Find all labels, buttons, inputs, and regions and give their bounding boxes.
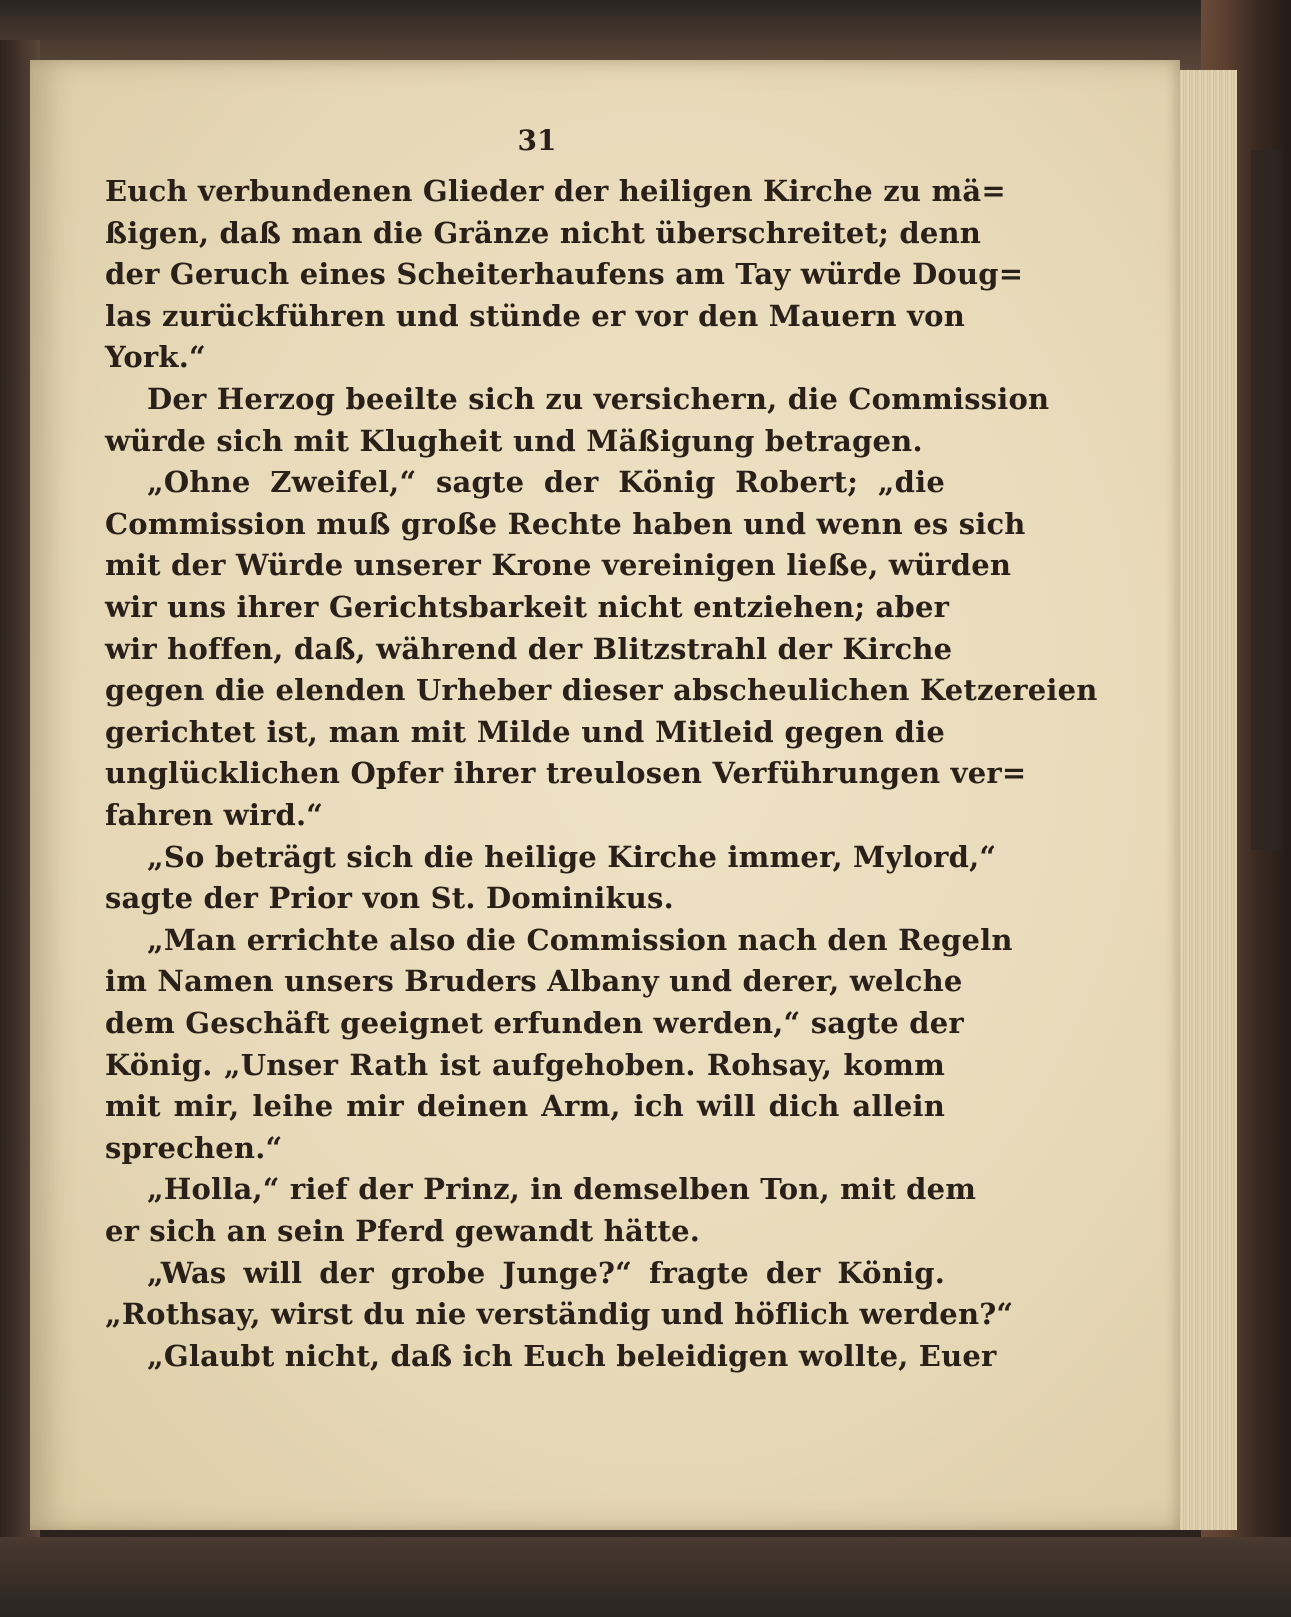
text-line: fahren wird.“ [105,798,324,832]
text-line: gerichtet ist, man mit Milde und Mitleid gegen die [105,714,945,749]
page-number: 31 [517,124,557,157]
text-line: sagte der Prior von St. Dominikus. [105,881,674,916]
text-line: „Ohne Zweifel,“ sagte der König Robert; „die [147,465,945,500]
text-line: mit mir, leihe mir deinen Arm, ich will dich allein [105,1089,945,1124]
text-line: Euch verbundenen Glieder der heiligen Kirche zu mä= [105,174,1006,208]
text-line: wir hoffen, daß, während der Blitzstrahl der Kirche [105,631,953,666]
text-line: würde sich mit Klugheit und Mäßigung betragen. [105,423,923,458]
text-line: im Namen unsers Bruders Albany und derer, welche [105,964,963,999]
text-line: unglücklichen Opfer ihrer treulosen Verführungen ver= [105,756,1027,791]
text-line: der Geruch eines Scheiterhaufens am Tay würde Doug= [105,257,1024,292]
cover-wear-patch [1251,150,1281,850]
text-line: Der Herzog beeilte sich zu versichern, die Commission [147,382,1050,416]
text-line: dem Geschäft geeignet erfunden werden,“ sagte der [105,1006,964,1040]
text-line: gegen die elenden Urheber dieser abscheulichen Ketzereien [105,673,1098,708]
text-line: mit der Würde unserer Krone vereinigen ließe, würden [105,548,1012,583]
text-line: Commission muß große Rechte haben und wenn es sich [105,506,1026,541]
text-line: „So beträgt sich die heilige Kirche immer, Mylord,“ [147,839,997,874]
text-line: sprechen.“ [105,1130,283,1165]
text-line: „Rothsay, wirst du nie verständig und höflich werden?“ [105,1297,1014,1332]
text-line: las zurückführen und stünde er vor den Mauern von [105,298,965,333]
text-line: York.“ [105,340,206,375]
text-line: ßigen, daß man die Gränze nicht überschreitet; denn [105,215,982,250]
text-line: „Holla,“ rief der Prinz, in demselben Ton, mit dem [147,1172,977,1207]
text-line: „Glaubt nicht, daß ich Euch beleidigen wollte, Euer [147,1338,997,1373]
book-cover-bottom [0,1537,1291,1617]
text-line: König. „Unser Rath ist aufgehoben. Rohsay, komm [105,1047,945,1082]
text-line: „Was will der grobe Junge?“ fragte der König. [147,1255,945,1290]
text-line: wir uns ihrer Gerichtsbarkeit nicht entziehen; aber [105,590,950,624]
text-line: „Man errichte also die Commission nach den Regeln [147,922,1013,957]
text-line: er sich an sein Pferd gewandt hätte. [105,1214,701,1248]
